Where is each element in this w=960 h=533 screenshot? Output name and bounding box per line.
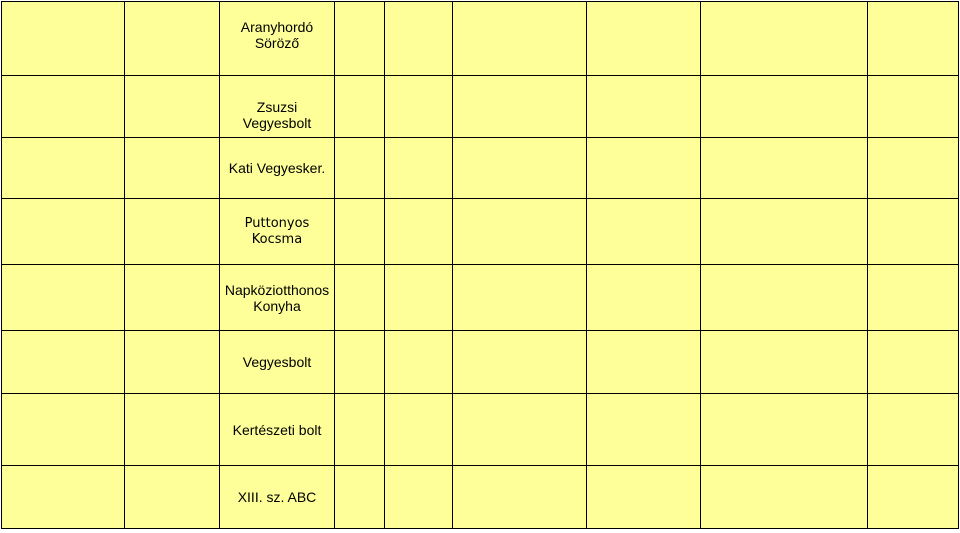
shop-name-cell[interactable]: Kertészeti bolt bbox=[220, 394, 335, 466]
table-cell[interactable] bbox=[2, 466, 125, 529]
table-cell[interactable] bbox=[453, 265, 587, 331]
table-cell[interactable] bbox=[335, 265, 385, 331]
table-cell[interactable] bbox=[868, 138, 959, 199]
table-cell[interactable] bbox=[701, 76, 868, 138]
table-cell[interactable] bbox=[701, 331, 868, 394]
table-cell[interactable] bbox=[335, 331, 385, 394]
table-cell[interactable] bbox=[385, 466, 453, 529]
table-cell[interactable] bbox=[868, 466, 959, 529]
table-cell[interactable] bbox=[2, 76, 125, 138]
table-cell[interactable] bbox=[701, 199, 868, 265]
table-cell[interactable] bbox=[2, 199, 125, 265]
table-cell[interactable] bbox=[335, 394, 385, 466]
table-cell[interactable] bbox=[385, 331, 453, 394]
table-cell[interactable] bbox=[2, 331, 125, 394]
table-cell[interactable] bbox=[453, 76, 587, 138]
table-cell[interactable] bbox=[125, 466, 220, 529]
table-cell[interactable] bbox=[587, 199, 701, 265]
table-cell[interactable] bbox=[453, 199, 587, 265]
table-cell[interactable] bbox=[385, 199, 453, 265]
table-cell[interactable] bbox=[453, 394, 587, 466]
table-cell[interactable] bbox=[587, 466, 701, 529]
table-cell[interactable] bbox=[335, 76, 385, 138]
shop-name-cell[interactable]: Puttonyos Kocsma bbox=[220, 199, 335, 265]
table-cell[interactable] bbox=[2, 265, 125, 331]
table-row bbox=[2, 466, 959, 529]
table-cell[interactable] bbox=[453, 466, 587, 529]
table-cell[interactable] bbox=[868, 76, 959, 138]
table-cell[interactable] bbox=[587, 331, 701, 394]
table-cell[interactable] bbox=[335, 138, 385, 199]
table-cell[interactable] bbox=[701, 265, 868, 331]
shop-name-cell[interactable]: Vegyesbolt bbox=[220, 331, 335, 394]
table-cell[interactable] bbox=[385, 2, 453, 76]
table-cell[interactable] bbox=[125, 265, 220, 331]
table-cell[interactable] bbox=[385, 138, 453, 199]
table-cell[interactable] bbox=[453, 331, 587, 394]
table-cell[interactable] bbox=[587, 76, 701, 138]
table-cell[interactable] bbox=[587, 138, 701, 199]
shop-name-cell[interactable]: Aranyhordó Söröző bbox=[220, 2, 335, 76]
table-row bbox=[2, 76, 959, 138]
table-cell[interactable] bbox=[125, 199, 220, 265]
table-cell[interactable] bbox=[868, 2, 959, 76]
table-cell[interactable] bbox=[385, 394, 453, 466]
table-cell[interactable] bbox=[2, 2, 125, 76]
table-cell[interactable] bbox=[701, 138, 868, 199]
table-cell[interactable] bbox=[453, 138, 587, 199]
table-row bbox=[2, 199, 959, 265]
table-cell[interactable] bbox=[453, 2, 587, 76]
table-cell[interactable] bbox=[701, 466, 868, 529]
table-row bbox=[2, 331, 959, 394]
table-row bbox=[2, 138, 959, 199]
table-cell[interactable] bbox=[587, 265, 701, 331]
table-cell[interactable] bbox=[335, 466, 385, 529]
table-cell[interactable] bbox=[385, 265, 453, 331]
table-cell[interactable] bbox=[125, 138, 220, 199]
table-cell[interactable] bbox=[868, 265, 959, 331]
table-cell[interactable] bbox=[587, 2, 701, 76]
shop-name-cell[interactable]: Zsuzsi Vegyesbolt bbox=[220, 76, 335, 138]
table-cell[interactable] bbox=[335, 2, 385, 76]
table-cell[interactable] bbox=[125, 331, 220, 394]
table-cell[interactable] bbox=[868, 199, 959, 265]
table-cell[interactable] bbox=[385, 76, 453, 138]
table-cell[interactable] bbox=[587, 394, 701, 466]
table-cell[interactable] bbox=[2, 138, 125, 199]
table-row bbox=[2, 265, 959, 331]
shop-list-table bbox=[1, 1, 959, 529]
table-cell[interactable] bbox=[125, 76, 220, 138]
shop-name-cell[interactable]: XIII. sz. ABC bbox=[220, 466, 335, 529]
table-cell[interactable] bbox=[125, 2, 220, 76]
shop-name-cell[interactable]: Napköziotthonos Konyha bbox=[220, 265, 335, 331]
table-cell[interactable] bbox=[701, 394, 868, 466]
table-cell[interactable] bbox=[868, 331, 959, 394]
table-cell[interactable] bbox=[2, 394, 125, 466]
table-cell[interactable] bbox=[335, 199, 385, 265]
table-cell[interactable] bbox=[701, 2, 868, 76]
table-row bbox=[2, 394, 959, 466]
shop-name-cell[interactable]: Kati Vegyesker. bbox=[220, 138, 335, 199]
table-cell[interactable] bbox=[868, 394, 959, 466]
table-cell[interactable] bbox=[125, 394, 220, 466]
table-row bbox=[2, 2, 959, 76]
